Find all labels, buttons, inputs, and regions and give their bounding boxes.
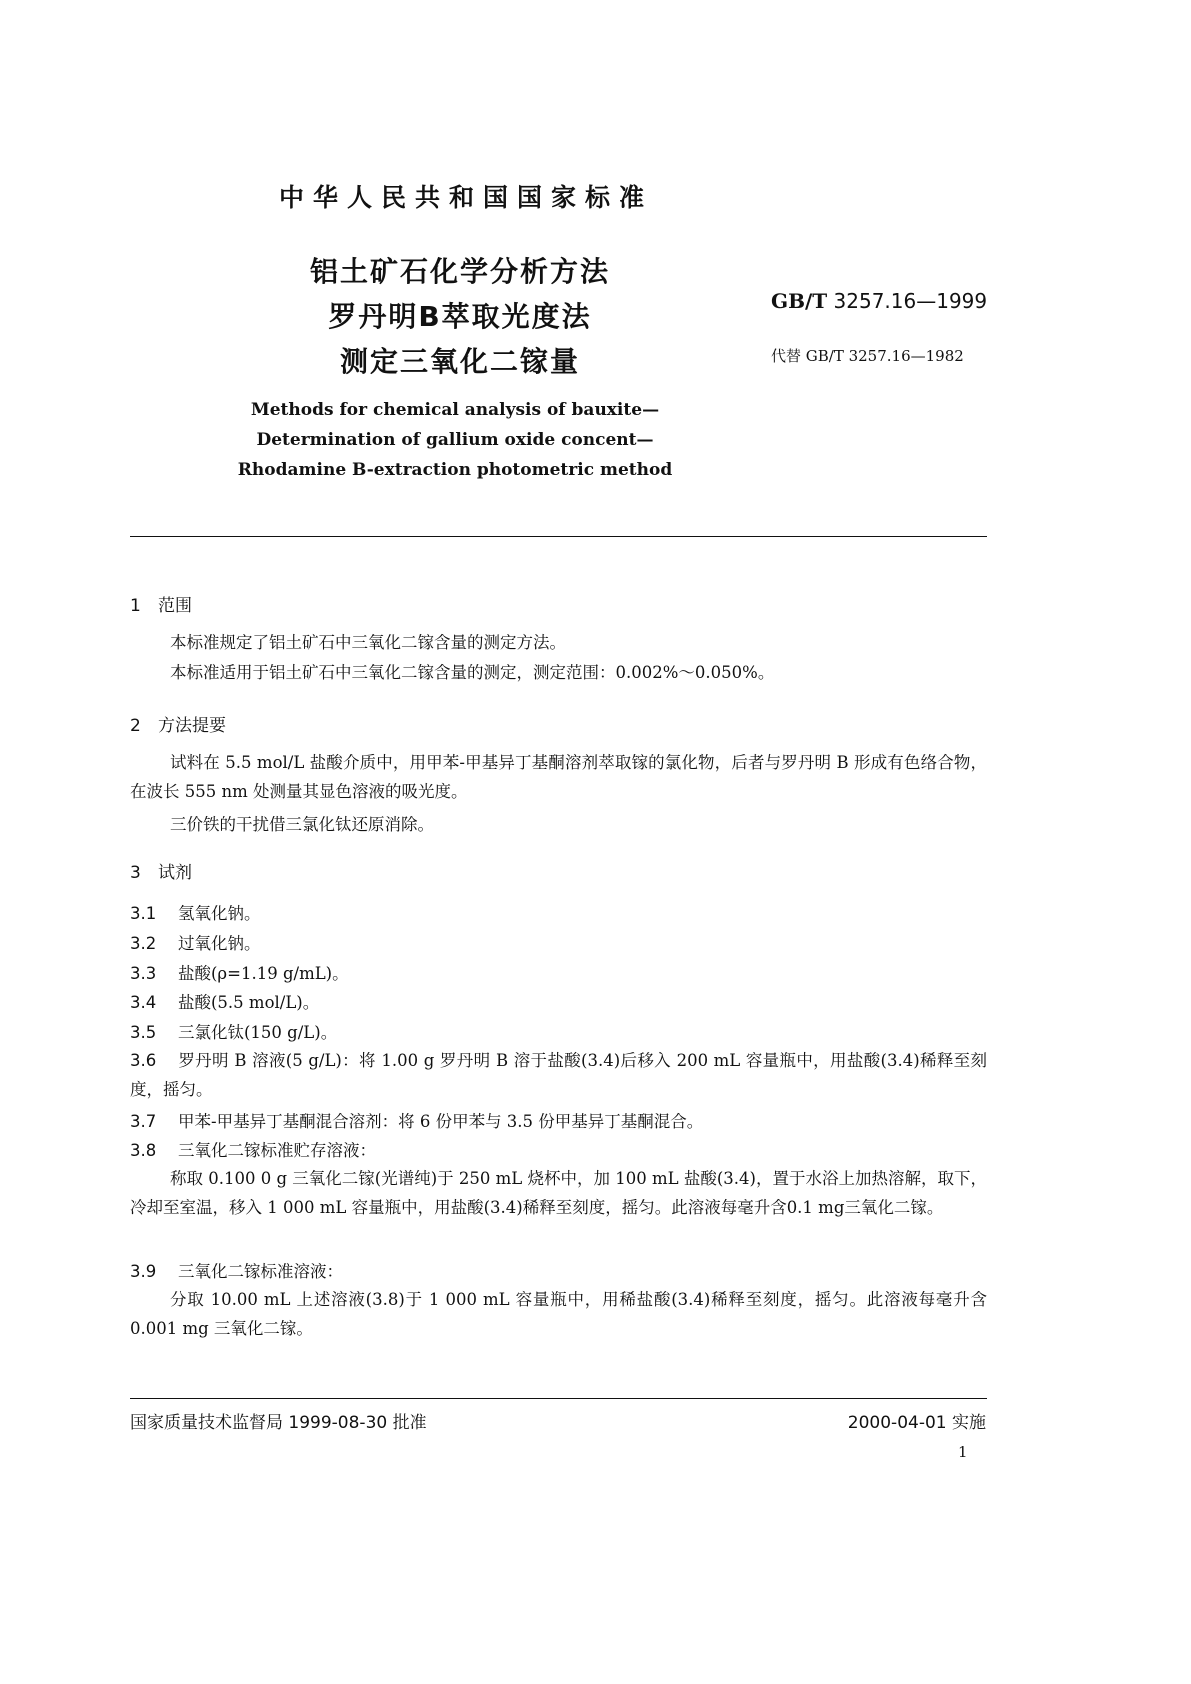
national-standard-header: 中华人民共和国国家标准: [279, 183, 654, 212]
reagent-item: [130, 989, 319, 1013]
reagent-text: 三氯化钛(150 g/L)。: [178, 1023, 338, 1042]
section-2-heading: [130, 711, 226, 736]
english-title-line-3: Rhodamine B-extraction photometric method: [237, 460, 673, 480]
reagent-number: 3.3: [130, 964, 157, 983]
page-number: 1: [958, 1443, 968, 1461]
reagent-item: [130, 1137, 376, 1161]
reagent-item: [130, 1108, 703, 1132]
reagent-text: 甲苯-甲基异丁基酮混合溶剂：将 6 份甲苯与 3.5 份甲基异丁基酮混合。: [178, 1112, 704, 1131]
reagent-3-8-description: 称取 0.100 0 g 三氧化二镓(光谱纯)于 250 mL 烧杯中，加 100 mL 盐酸(3.4)，置于水浴上加热溶解，取下，冷却至室温，移入 1 000 mL 容量瓶中，用盐酸(3.4)稀释至刻度，摇匀。此溶液每毫升含0.1 mg三氧化二镓。: [130, 1169, 987, 1217]
reagent-item: [130, 960, 349, 984]
reagent-text: 过氧化钠。: [178, 934, 261, 953]
reagent-item: [130, 1046, 987, 1104]
section-3-heading: [130, 858, 192, 883]
implementation-date: 2000-04-01 实施: [847, 1413, 986, 1433]
section-2-paragraph-2: 三价铁的干扰借三氯化钛还原消除。: [170, 815, 434, 834]
replaces-standard: 代替 GB/T 3257.16—1982: [771, 347, 964, 365]
reagent-number: 3.5: [130, 1023, 157, 1042]
section-1-paragraph-1: 本标准规定了铝土矿石中三氧化二镓含量的测定方法。: [170, 633, 566, 652]
footer-divider: [130, 1398, 987, 1399]
reagent-item: [130, 930, 261, 954]
section-number: 3: [130, 863, 141, 883]
section-number: 2: [130, 716, 141, 736]
reagent-text: 盐酸(5.5 mol/L)。: [178, 993, 320, 1012]
english-title-line-2: Determination of gallium oxide concent—: [256, 430, 654, 450]
reagent-text: 盐酸(ρ=1.19 g/mL)。: [178, 964, 349, 983]
standard-number-value: 3257.16—1999: [833, 289, 988, 313]
reagent-number: 3.9: [130, 1262, 157, 1281]
approval-date: 国家质量技术监督局 1999-08-30 批准: [130, 1413, 427, 1433]
standard-number: [771, 289, 987, 313]
title-line-3: 测定三氧化二镓量: [339, 345, 580, 378]
reagent-text: 三氧化二镓标准溶液：: [178, 1262, 343, 1281]
section-1-paragraph-2: 本标准适用于铝土矿石中三氧化二镓含量的测定，测定范围：0.002%～0.050%。: [170, 663, 775, 682]
header-divider: [130, 536, 987, 537]
standard-prefix: GB/T: [771, 289, 828, 313]
reagent-text: 三氧化二镓标准贮存溶液：: [178, 1141, 376, 1160]
reagent-number: 3.1: [130, 904, 157, 923]
title-line-2: 罗丹明B萃取光度法: [328, 300, 592, 333]
english-title-line-1: Methods for chemical analysis of bauxite—: [250, 400, 660, 420]
reagent-item: [130, 900, 261, 924]
section-1-heading: [130, 591, 192, 616]
section-number: 1: [130, 596, 141, 616]
reagent-item: [130, 1019, 337, 1043]
section-2-paragraph-1: 试料在 5.5 mol/L 盐酸介质中，用甲苯-甲基异丁基酮溶剂萃取镓的氯化物，后者与罗丹明 B 形成有色络合物，在波长 555 nm 处测量其显色溶液的吸光度。: [130, 753, 987, 801]
reagent-text: 氢氧化钠。: [178, 904, 261, 923]
reagent-text: 罗丹明 B 溶液(5 g/L)：将 1.00 g 罗丹明 B 溶于盐酸(3.4)后移入 200 mL 容量瓶中，用盐酸(3.4)稀释至刻度，摇匀。: [130, 1051, 987, 1099]
reagent-number: 3.4: [130, 993, 157, 1012]
reagent-item: [130, 1258, 343, 1282]
reagent-number: 3.2: [130, 934, 157, 953]
title-line-1: 铝土矿石化学分析方法: [309, 255, 610, 288]
reagent-number: 3.6: [130, 1051, 157, 1070]
reagent-3-9-description: 分取 10.00 mL 上述溶液(3.8)于 1 000 mL 容量瓶中，用稀盐酸(3.4)稀释至刻度，摇匀。此溶液每毫升含 0.001 mg 三氧化二镓。: [130, 1290, 987, 1338]
section-title: 试剂: [158, 863, 192, 883]
reagent-number: 3.8: [130, 1141, 157, 1160]
section-title: 方法提要: [158, 716, 226, 736]
section-title: 范围: [158, 596, 192, 616]
reagent-number: 3.7: [130, 1112, 157, 1131]
